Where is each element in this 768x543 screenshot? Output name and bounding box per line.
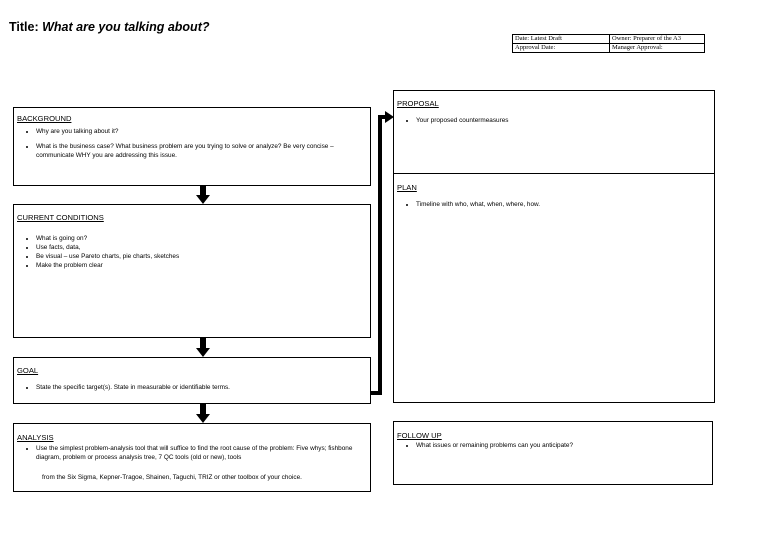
list-item: • Use facts, data,	[36, 243, 356, 252]
analysis-list	[14, 444, 361, 462]
goal-title: GOAL	[17, 366, 39, 375]
current-conditions-title: CURRENT CONDITIONS	[17, 213, 104, 222]
list-item: • Timeline with who, what, when, where, how.	[416, 200, 706, 209]
plan-title: PLAN	[397, 183, 417, 192]
list-item: • Make the problem clear	[36, 261, 356, 270]
plan-list	[394, 200, 706, 209]
goal-box	[13, 357, 371, 404]
arrow-down-icon	[194, 185, 212, 205]
proposal-title: PROPOSAL	[397, 99, 439, 108]
arrow-down-icon	[194, 337, 212, 358]
connector-arrow-icon	[369, 108, 396, 398]
list-item: • Your proposed countermeasures	[416, 116, 706, 125]
title-question: What are you talking about?	[42, 20, 210, 34]
list-item: • Why are you talking about it?	[36, 127, 356, 136]
metadata-row	[513, 44, 705, 53]
proposal-list	[394, 116, 706, 125]
analysis-title: ANALYSIS	[17, 433, 54, 442]
background-box	[13, 107, 371, 186]
list-item: • What is the business case? What business problem are you trying to solve or analyze? Be very concise – communicate WHY you are addressing this issue.	[36, 142, 356, 160]
list-item: • What is going on?	[36, 234, 356, 243]
owner-cell: Owner: Preparer of the A3	[610, 35, 705, 44]
proposal-plan-box	[393, 90, 715, 403]
section-divider	[394, 173, 714, 174]
metadata-table	[512, 34, 705, 53]
approval-date-cell: Approval Date:	[513, 44, 610, 53]
list-item: • Be visual – use Pareto charts, pie charts, sketches	[36, 252, 356, 261]
arrow-down-icon	[194, 403, 212, 424]
metadata-row	[513, 35, 705, 44]
follow-up-list	[394, 441, 706, 450]
manager-approval-cell: Manager Approval:	[610, 44, 705, 53]
page-title	[9, 20, 210, 34]
analysis-continuation: from the Six Sigma, Kepner-Tragoe, Shainen, Taguchi, TRIZ or other toolbox of your choice.	[42, 474, 302, 481]
title-label: Title:	[9, 20, 39, 34]
list-item: • What issues or remaining problems can you anticipate?	[416, 441, 706, 450]
date-cell: Date: Latest Draft	[513, 35, 610, 44]
list-item: • Use the simplest problem-analysis tool that will suffice to find the root cause of the problem: Five whys; fishbone diagram, problem or process analysis tree, 7 QC tools (old or new), tools	[36, 444, 361, 462]
goal-list	[14, 383, 356, 392]
background-list	[14, 127, 356, 160]
background-title: BACKGROUND	[17, 114, 72, 123]
analysis-box	[13, 423, 371, 492]
follow-up-title: FOLLOW UP	[397, 431, 442, 440]
current-conditions-box	[13, 204, 371, 338]
follow-up-box	[393, 421, 713, 485]
current-conditions-list	[14, 234, 356, 270]
list-item: • State the specific target(s). State in measurable or identifiable terms.	[36, 383, 356, 392]
